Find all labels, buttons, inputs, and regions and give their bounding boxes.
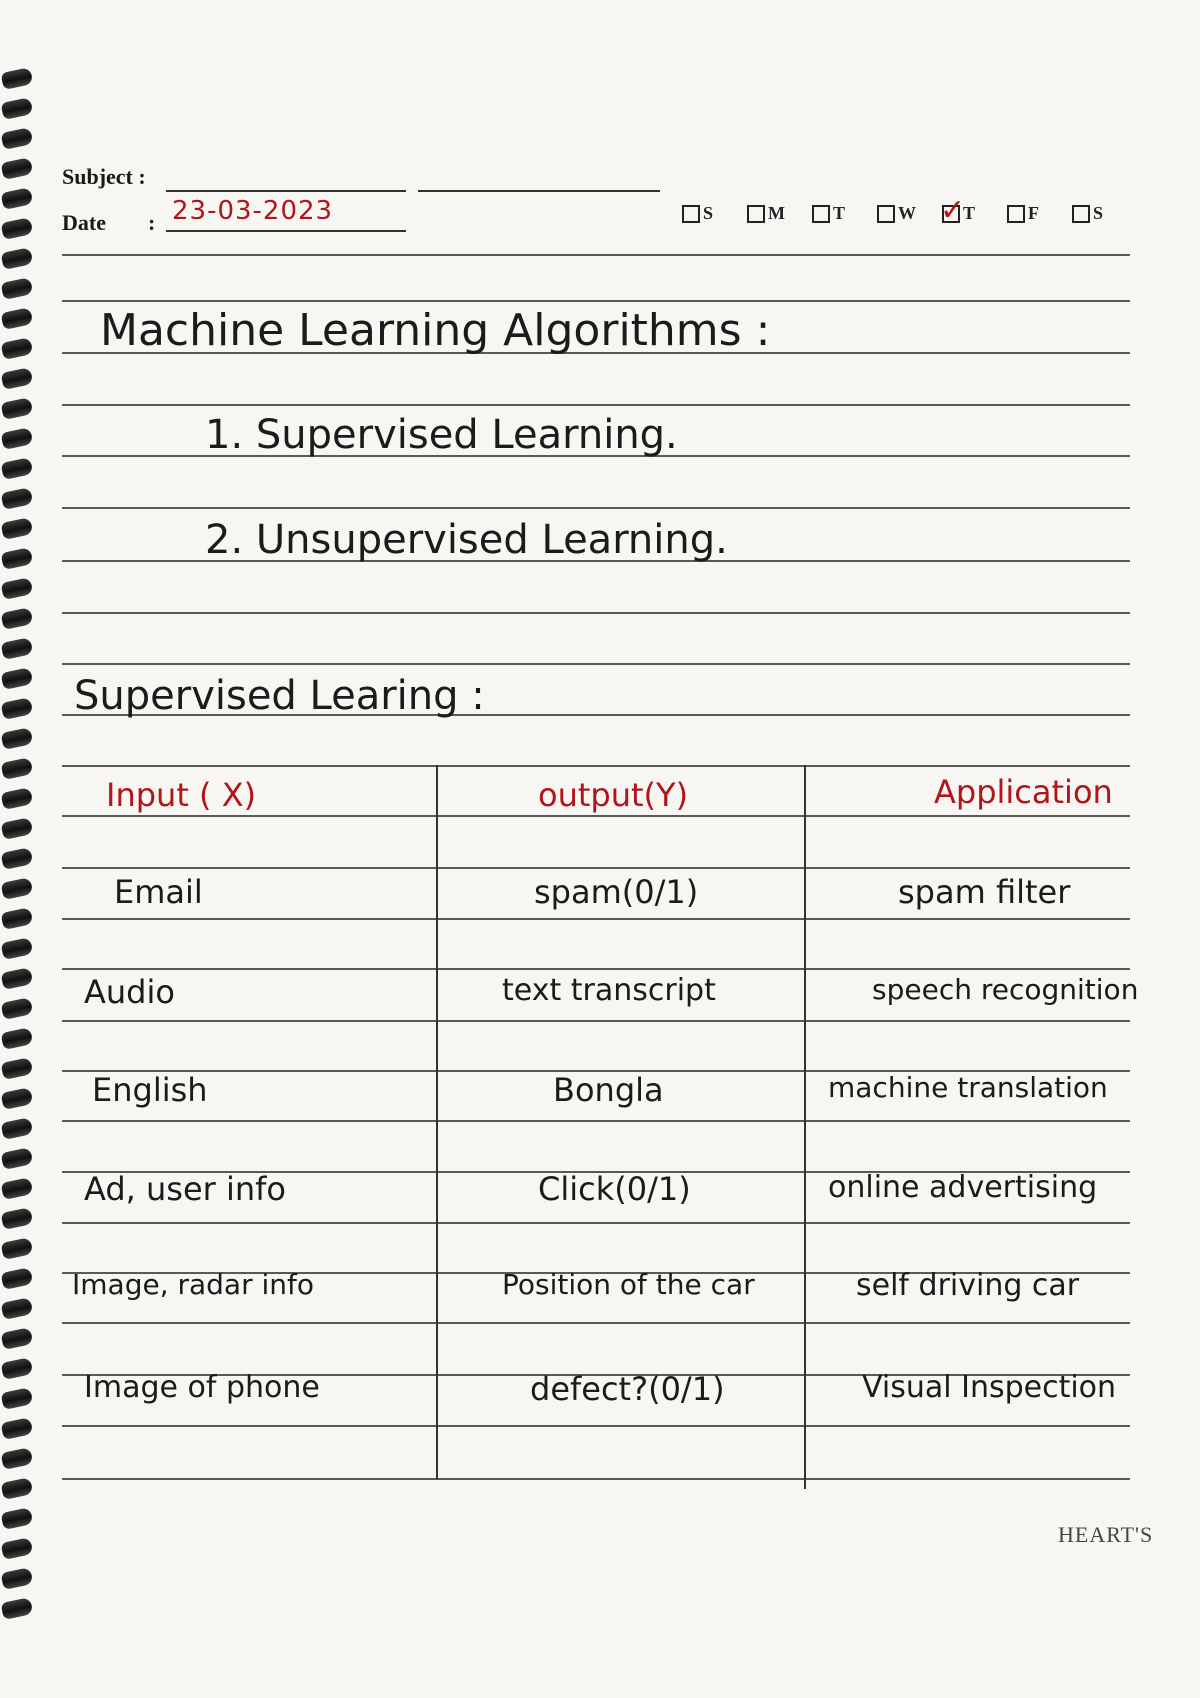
spiral-coil [1, 667, 34, 690]
ruled-line [62, 1425, 1130, 1427]
weekday-label: T [833, 203, 846, 223]
spiral-coil [1, 277, 34, 300]
spiral-coil [1, 787, 34, 810]
ruled-line [62, 1322, 1130, 1324]
ruled-line [62, 300, 1130, 302]
spiral-coil [1, 1507, 34, 1530]
checkmark-icon: ✓ [940, 193, 966, 227]
ruled-line [62, 663, 1130, 665]
table-cell: Audio [84, 973, 175, 1011]
table-header-output: output(Y) [538, 776, 689, 814]
spiral-coil [1, 187, 34, 210]
ruled-line [62, 507, 1130, 509]
spiral-coil [1, 1417, 34, 1440]
subject-underline-2 [418, 190, 660, 192]
spiral-coil [1, 367, 34, 390]
table-cell: self driving car [856, 1268, 1080, 1303]
spiral-coil [1, 1207, 34, 1230]
spiral-coil [1, 1237, 34, 1260]
weekday-checkbox[interactable] [940, 193, 1007, 227]
spiral-coil [1, 697, 34, 720]
date-label: Date [62, 210, 106, 235]
list-item: 2. Unsupervised Learning. [205, 517, 728, 563]
weekday-checkbox[interactable] [747, 203, 812, 224]
spiral-coil [1, 127, 34, 150]
subject-label: Subject : [62, 164, 146, 189]
spiral-coil [1, 997, 34, 1020]
table-cell: text transcript [502, 973, 716, 1008]
table-cell: speech recognition [872, 973, 1139, 1006]
table-cell: spam filter [898, 873, 1071, 911]
checkbox-square [1007, 205, 1025, 223]
weekday-checkbox[interactable] [682, 203, 747, 224]
spiral-coil [1, 457, 34, 480]
weekday-checkbox[interactable] [1007, 203, 1072, 224]
spiral-coil [1, 1447, 34, 1470]
table-divider-1 [436, 765, 438, 1479]
date-value: 23-03-2023 [172, 196, 334, 226]
spiral-coil [1, 307, 34, 330]
spiral-coil [1, 1567, 34, 1590]
spiral-coil [1, 1387, 34, 1410]
spiral-coil [1, 547, 34, 570]
spiral-coil [1, 1057, 34, 1080]
ruled-line [62, 404, 1130, 406]
spiral-coil [1, 1537, 34, 1560]
table-header-input: Input ( X) [106, 776, 257, 814]
table-cell: machine translation [828, 1071, 1108, 1104]
weekday-checkbox[interactable] [812, 203, 877, 224]
ruled-line [62, 968, 1130, 970]
checkbox-square [1072, 205, 1090, 223]
table-cell: Ad, user info [84, 1170, 286, 1208]
ruled-line [62, 1120, 1130, 1122]
spiral-coil [1, 607, 34, 630]
spiral-coil [1, 877, 34, 900]
spiral-coil [1, 397, 34, 420]
spiral-coil [1, 1327, 34, 1350]
spiral-coil [1, 637, 34, 660]
table-cell: Position of the car [502, 1268, 755, 1301]
spiral-coil [1, 1177, 34, 1200]
page-title: Machine Learning Algorithms : [100, 305, 771, 356]
table-cell: online advertising [828, 1170, 1098, 1205]
spiral-binding [0, 70, 40, 1630]
ruled-line [62, 1020, 1130, 1022]
spiral-coil [1, 937, 34, 960]
table-cell: Bongla [553, 1071, 664, 1109]
spiral-coil [1, 517, 34, 540]
ruled-line [62, 1478, 1130, 1480]
weekday-label: S [1093, 203, 1104, 223]
spiral-coil [1, 1297, 34, 1320]
spiral-coil [1, 427, 34, 450]
list-item: 1. Supervised Learning. [205, 412, 678, 458]
ruled-line [62, 254, 1130, 256]
spiral-coil [1, 247, 34, 270]
checkbox-square [747, 205, 765, 223]
checkbox-square [877, 205, 895, 223]
spiral-coil [1, 1357, 34, 1380]
spiral-coil [1, 757, 34, 780]
subject-underline-1 [166, 190, 406, 192]
spiral-coil [1, 337, 34, 360]
ruled-line [62, 612, 1130, 614]
spiral-coil [1, 1117, 34, 1140]
weekday-label: M [768, 203, 785, 223]
weekday-label: F [1028, 203, 1039, 223]
ruled-line [62, 815, 1130, 817]
table-cell: Image, radar info [72, 1268, 315, 1301]
spiral-coil [1, 1477, 34, 1500]
table-cell: English [92, 1071, 208, 1109]
table-cell: Click(0/1) [538, 1170, 691, 1208]
spiral-coil [1, 1267, 34, 1290]
table-cell: spam(0/1) [534, 873, 699, 911]
weekday-label: S [703, 203, 714, 223]
spiral-coil [1, 1147, 34, 1170]
section-heading: Supervised Learing : [74, 673, 485, 719]
weekday-label: W [898, 203, 916, 223]
ruled-line [62, 867, 1130, 869]
checkbox-square [812, 205, 830, 223]
spiral-coil [1, 487, 34, 510]
table-cell: Image of phone [84, 1370, 320, 1405]
spiral-coil [1, 817, 34, 840]
spiral-coil [1, 157, 34, 180]
spiral-coil [1, 577, 34, 600]
spiral-coil [1, 97, 34, 120]
date-colon: : [148, 210, 156, 235]
weekday-checkbox[interactable] [1072, 203, 1137, 224]
weekday-label: T [963, 203, 976, 223]
weekday-checkbox[interactable] [877, 203, 942, 224]
table-cell: defect?(0/1) [530, 1370, 725, 1408]
ruled-line [62, 765, 1130, 767]
spiral-coil [1, 67, 34, 90]
spiral-coil [1, 967, 34, 990]
spiral-coil [1, 727, 34, 750]
table-cell: Visual Inspection [862, 1370, 1117, 1405]
checkbox-square [682, 205, 700, 223]
weekday-checkboxes [682, 193, 1137, 227]
table-cell: Email [114, 873, 203, 911]
spiral-coil [1, 1087, 34, 1110]
table-header-application: Application [934, 773, 1113, 811]
table-divider-2 [804, 765, 806, 1489]
spiral-coil [1, 847, 34, 870]
spiral-coil [1, 1597, 34, 1620]
checkbox-square [940, 193, 966, 227]
ruled-line [62, 918, 1130, 920]
spiral-coil [1, 907, 34, 930]
notebook-brand-logo: HEART'S [1058, 1522, 1154, 1547]
ruled-line [62, 1222, 1130, 1224]
spiral-coil [1, 1027, 34, 1050]
date-underline [166, 230, 406, 232]
spiral-coil [1, 217, 34, 240]
